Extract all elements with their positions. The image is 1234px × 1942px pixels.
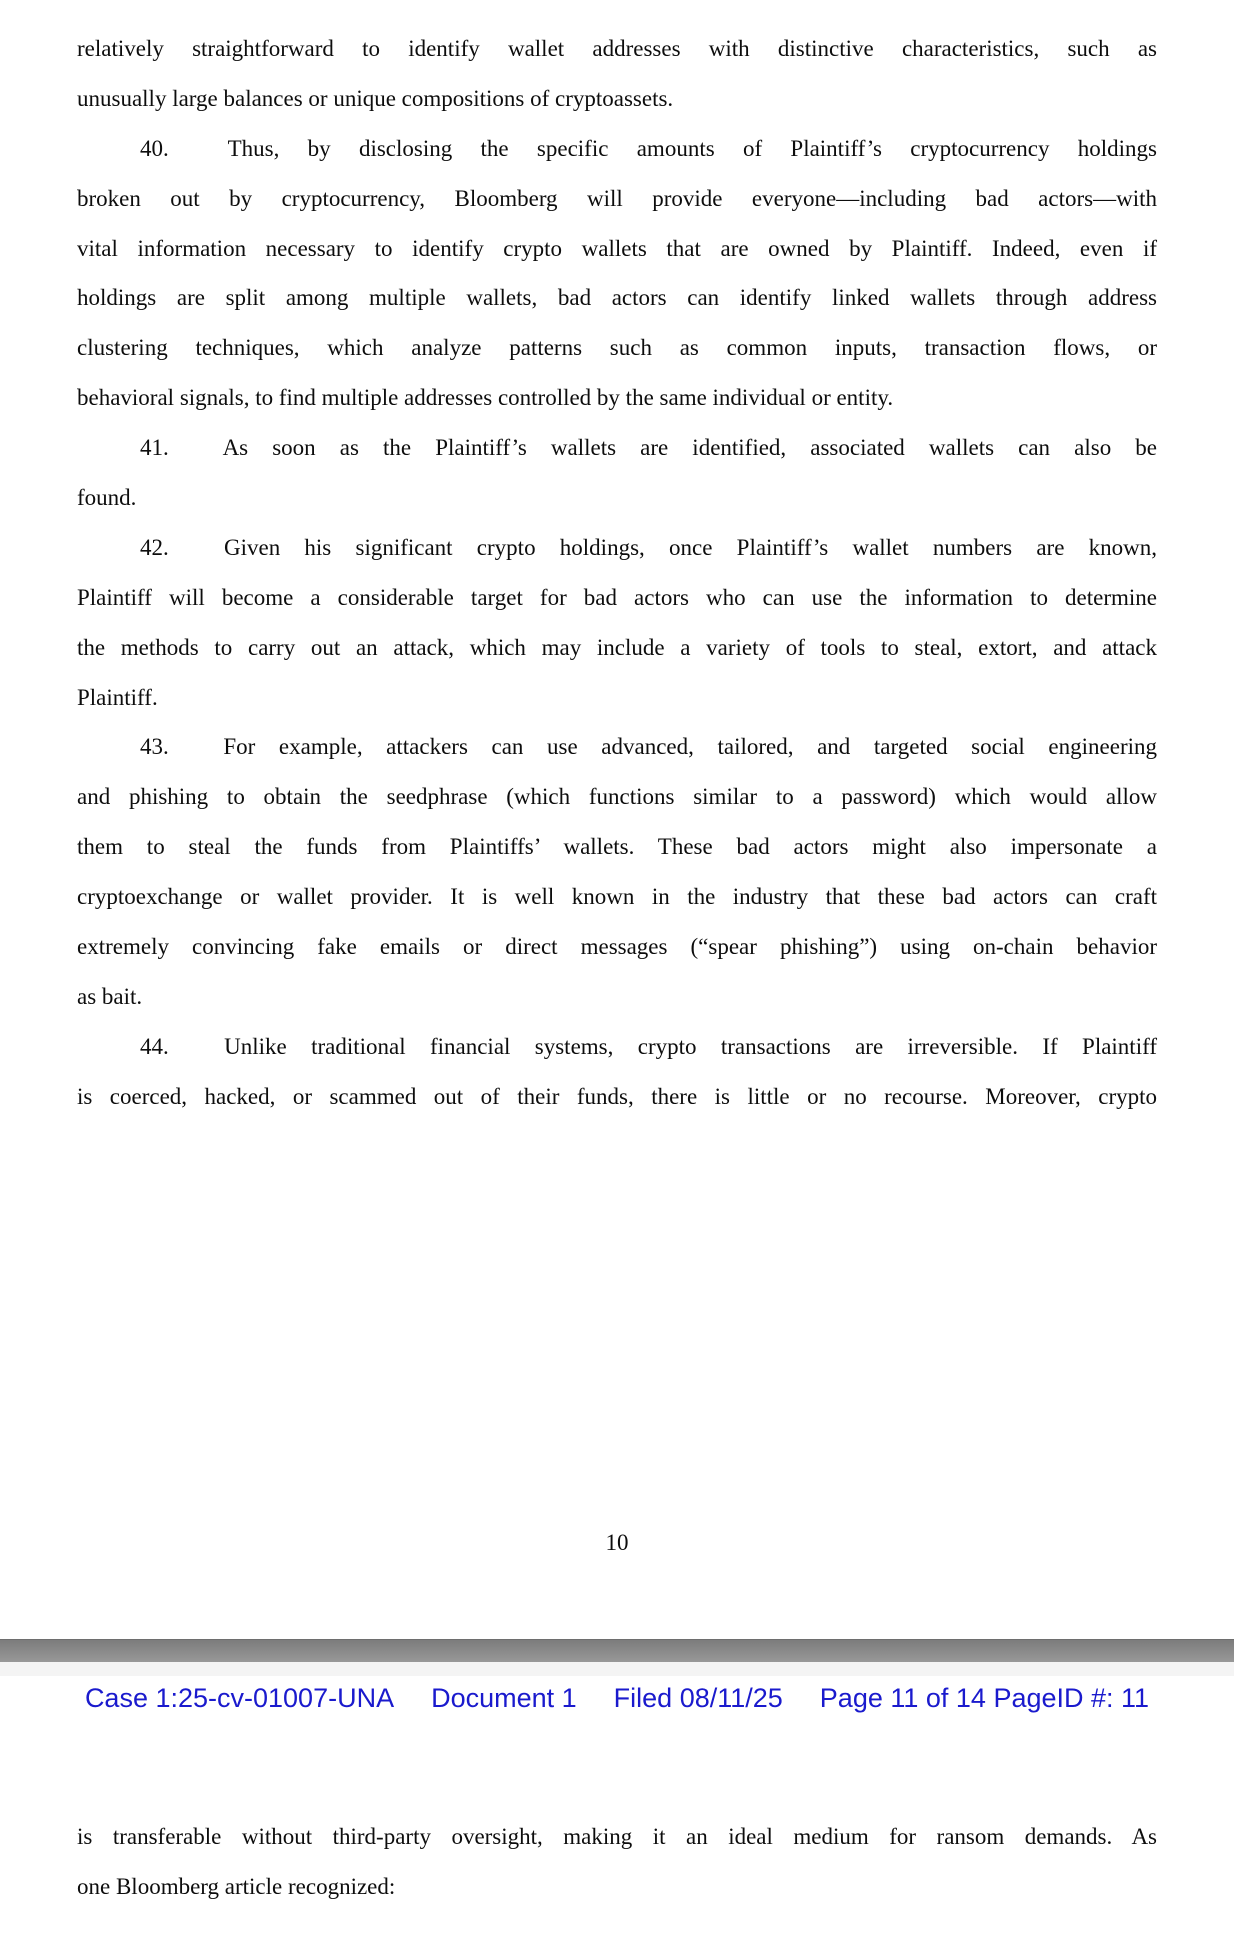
- paragraph-number: 44.: [140, 1033, 169, 1059]
- stamp-document-label: Document 1: [431, 1683, 577, 1713]
- text-line: as bait.: [77, 983, 143, 1009]
- text-line: unusually large balances or unique compositions of cryptoassets.: [77, 85, 674, 111]
- page-separator-bar: [0, 1639, 1234, 1662]
- stamp-page-id: Page 11 of 14 PageID #: 11: [819, 1683, 1150, 1713]
- document-page-11-text: [77, 1812, 1157, 1912]
- text-line: and phishing to obtain the seedphrase (which functions similar to a password) which would allow: [77, 784, 1157, 810]
- text-line: 44. Unlike traditional financial systems, crypto transactions are irreversible. If Plaintiff: [140, 1033, 1157, 1059]
- text-line: holdings are split among multiple wallets, bad actors can identify linked wallets through address: [77, 285, 1157, 311]
- text-line: 43. For example, attackers can use advanced, tailored, and targeted social engineering: [140, 734, 1157, 760]
- text-line: 41. As soon as the Plaintiff’s wallets are identified, associated wallets can also be: [140, 435, 1157, 461]
- stamp-case-number: Case 1:25-cv-01007-UNA: [84, 1683, 395, 1713]
- document-page-10-text: [77, 24, 1157, 1122]
- text-line: is coerced, hacked, or scammed out of their funds, there is little or no recourse. Moreover, crypto: [77, 1083, 1157, 1109]
- paragraph-number: 41.: [140, 435, 169, 461]
- page-separator-shadow: [0, 1662, 1234, 1676]
- page-number: 10: [605, 1530, 629, 1555]
- text-line: the methods to carry out an attack, which may include a variety of tools to steal, extort, and attack: [77, 634, 1157, 660]
- text-line: Plaintiff will become a considerable target for bad actors who can use the information to determine: [77, 584, 1157, 610]
- text-line: extremely convincing fake emails or direct messages (“spear phishing”) using on-chain behavior: [77, 934, 1157, 960]
- paragraph-number: 43.: [140, 734, 169, 760]
- text-line: clustering techniques, which analyze patterns such as common inputs, transaction flows, or: [77, 335, 1157, 361]
- text-line: vital information necessary to identify crypto wallets that are owned by Plaintiff. Indeed, even if: [77, 235, 1157, 261]
- text-line: cryptoexchange or wallet provider. It is well known in the industry that these bad actors can craft: [77, 884, 1157, 910]
- text-line: found.: [77, 485, 137, 511]
- text-line: 42. Given his significant crypto holdings, once Plaintiff’s wallet numbers are known,: [140, 534, 1157, 560]
- text-line: one Bloomberg article recognized:: [77, 1873, 396, 1899]
- text-line: broken out by cryptocurrency, Bloomberg will provide everyone—including bad actors—with: [77, 185, 1157, 211]
- paragraph-number: 42.: [140, 534, 169, 560]
- stamp-filed-date: Filed 08/11/25: [613, 1683, 783, 1713]
- court-stamp-header: [0, 1682, 1234, 1714]
- text-line: them to steal the funds from Plaintiffs’ wallets. These bad actors might also impersonate a: [77, 834, 1157, 860]
- text-line: Plaintiff.: [77, 684, 158, 710]
- text-line: behavioral signals, to find multiple addresses controlled by the same individual or entity.: [77, 385, 894, 411]
- text-line: is transferable without third-party oversight, making it an ideal medium for ransom demands. As: [77, 1824, 1157, 1849]
- paragraph-number: 40.: [140, 135, 169, 161]
- text-line: 40. Thus, by disclosing the specific amounts of Plaintiff’s cryptocurrency holdings: [140, 135, 1157, 161]
- text-line: relatively straightforward to identify wallet addresses with distinctive characteristics, such as: [77, 36, 1157, 61]
